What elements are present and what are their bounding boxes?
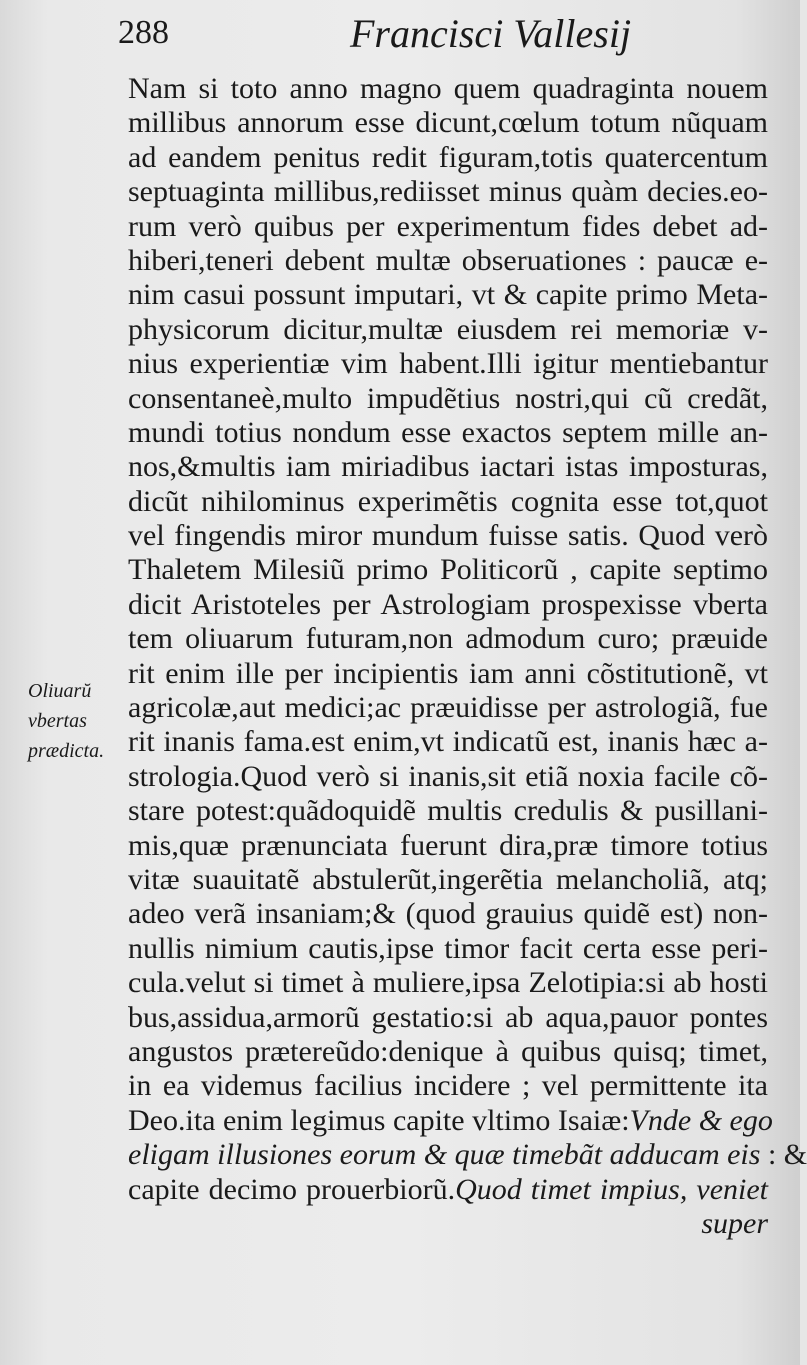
text-line: in ea videmus facilius incidere ; vel permittente ita <box>128 1069 768 1103</box>
text-line: nim casui possunt imputari, vt & capite primo Meta- <box>128 278 768 312</box>
text-line: nullis nimium cautis,ipse timor facit certa esse peri- <box>128 931 768 965</box>
page-number: 288 <box>118 14 169 51</box>
text-line: mundi totius nondum esse exactos septem mille an- <box>128 415 768 449</box>
text-line: rum verò quibus per experimentum fides debet ad- <box>128 209 768 243</box>
text-line: adeo verã insaniam;& (quod grauius quidẽ est) non- <box>128 897 768 931</box>
text-line: Thaletem Milesiũ primo Politicorũ , capite septimo <box>128 553 768 587</box>
text-line: vitæ suauitatẽ abstulerũt,ingerẽtia melancholiã, atq; <box>128 862 768 896</box>
margin-note <box>28 676 128 766</box>
text-italic-quote: eligam illusiones eorum & quæ timebãt adducam eis <box>128 1138 761 1172</box>
text-line: rit enim ille per incipientis iam anni cõstitutionẽ, vt <box>128 656 768 690</box>
text-line <box>128 1138 807 1172</box>
text-line: nius experientiæ vim habent.Illi igitur mentiebantur <box>128 347 768 381</box>
text-line: dicũt nihilominus experimẽtis cognita esse tot,quot <box>128 484 768 518</box>
text-line: stare potest:quãdoquidẽ multis credulis & pusillani- <box>128 794 768 828</box>
text-roman: Deo.ita enim legimus capite vltimo Isaiæ: <box>128 1103 630 1137</box>
text-italic-quote: Vnde & ego <box>629 1103 773 1137</box>
running-head: Francisci Vallesij <box>350 11 632 56</box>
text-line: vel fingendis miror mundum fuisse satis. Quod verò <box>128 519 768 553</box>
text-line <box>128 1103 773 1138</box>
body-text <box>128 72 807 1241</box>
text-line: hiberi,teneri debent multæ obseruationes : paucæ e- <box>128 243 768 277</box>
text-line: septuaginta millibus,rediisset minus quàm decies.eo- <box>128 175 768 209</box>
text-line: nos,&multis iam miriadibus iactari istas imposturas, <box>128 450 768 484</box>
text-italic-quote: Quod timet impius, veniet <box>455 1172 768 1206</box>
text-line: strologia.Quod verò si inanis,sit etiã noxia facile cõ- <box>128 759 768 793</box>
page-header <box>0 6 800 66</box>
text-line: physicorum dicitur,multæ eiusdem rei memoriæ v- <box>128 312 768 346</box>
margin-note-line: vbertas <box>28 710 87 732</box>
margin-note-line: prædicta. <box>28 740 105 762</box>
text-line: consentaneè,multo impudẽtius nostri,qui cũ credãt, <box>128 381 768 415</box>
text-roman: capite decimo prouerbiorũ. <box>128 1172 456 1206</box>
text-line: tem oliuarum futuram,non admodum curo; præuide <box>128 622 768 656</box>
text-line: dicit Aristoteles per Astrologiam prospexisse vberta <box>128 587 768 621</box>
text-line: Nam si toto anno magno quem quadraginta nouem <box>128 72 768 105</box>
text-roman: : & <box>760 1138 807 1172</box>
catchword: super <box>701 1206 768 1240</box>
text-line: cula.velut si timet à muliere,ipsa Zelotipia:si ab hosti <box>128 966 768 1000</box>
text-line: angustos prætereũdo:denique à quibus quisq; timet, <box>128 1034 768 1068</box>
text-line <box>128 1173 768 1207</box>
text-line: agricolæ,aut medici;ac præuidisse per astrologiã, fue <box>128 691 768 725</box>
text-line: bus,assidua,armorũ gestatio:si ab aqua,pauor pontes <box>128 1000 768 1034</box>
text-line: ad eandem penitus redit figuram,totis quatercentum <box>128 140 768 174</box>
text-line: mis,quæ prænunciata fuerunt dira,præ timore totius <box>128 828 768 862</box>
margin-note-line: Oliuarŭ <box>28 680 92 702</box>
text-line: rit inanis fama.est enim,vt indicatũ est, inanis hæc a- <box>128 725 768 759</box>
text-line: millibus annorum esse dicunt,cœlum totum nũquam <box>128 106 768 140</box>
